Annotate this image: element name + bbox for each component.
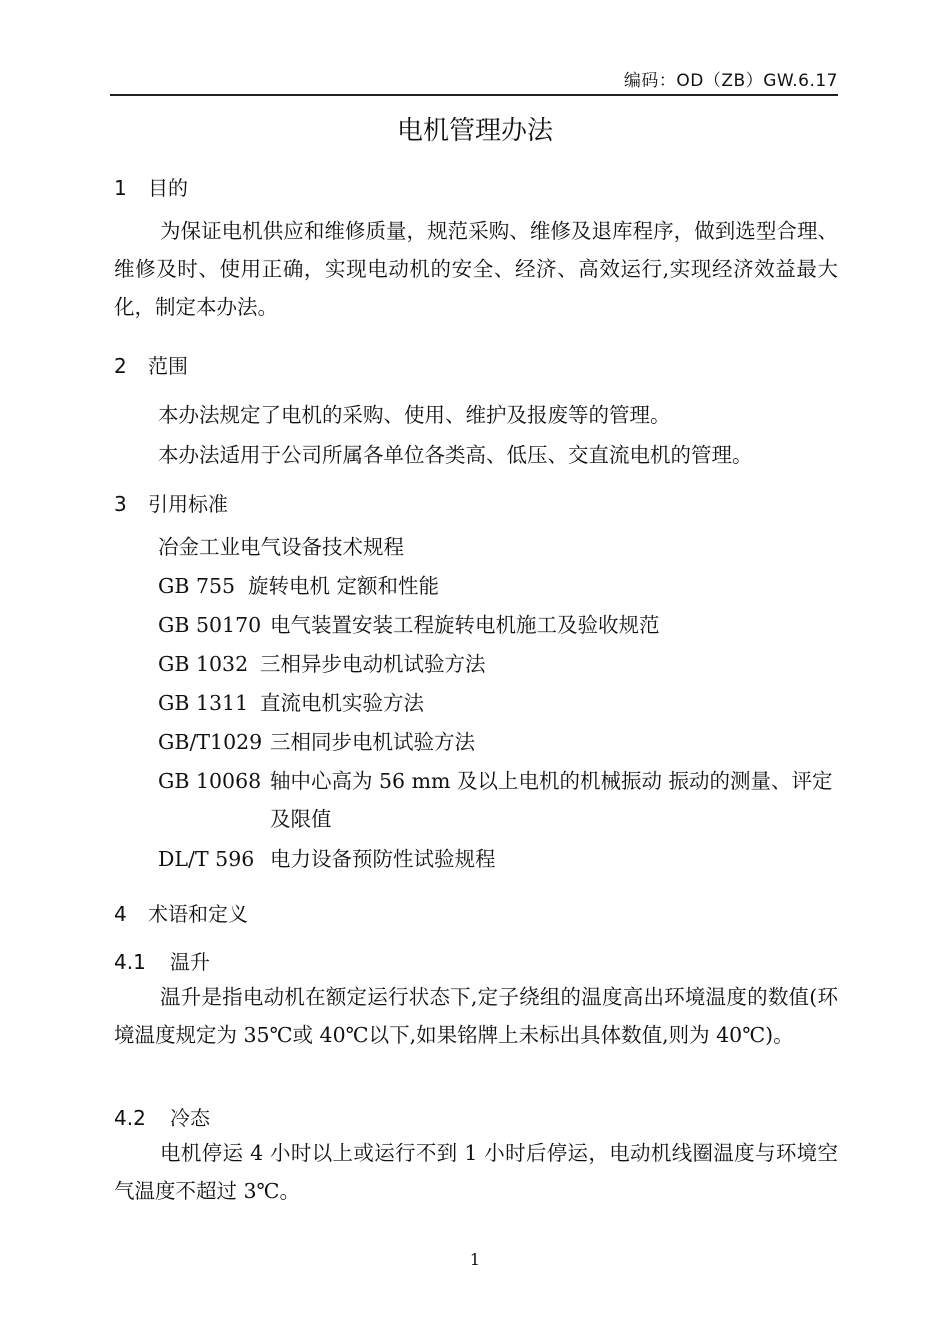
section-number: 4 — [114, 902, 127, 926]
section-1-paragraph: 为保证电机供应和维修质量，规范采购、维修及退库程序，做到选型合理、维修及时、使用正确，实现电动机的安全、经济、高效运行,实现经济效益最大化，制定本办法。 — [114, 219, 838, 319]
section-4-2-paragraph: 电机停运 4 小时以上或运行不到 1 小时后停运，电动机线圈温度与环境空气温度不超过 3℃。 — [114, 1141, 838, 1203]
page-number: 1 — [469, 1250, 481, 1269]
section-number: 3 — [114, 492, 127, 516]
standard-code: GB 50170 — [158, 613, 262, 637]
section-4-1-heading — [114, 946, 210, 975]
section-3-heading — [114, 488, 228, 517]
section-1-heading — [114, 172, 188, 201]
section-title: 冷态 — [170, 1106, 210, 1130]
standard-name: 旋转电机 定额和性能 — [248, 574, 440, 598]
document-code: 编码：OD（ZB）GW.6.17 — [623, 71, 838, 91]
section-number: 1 — [114, 176, 127, 200]
standard-item — [158, 840, 496, 878]
standard-item — [158, 723, 475, 761]
standard-item — [158, 684, 424, 722]
standard-name: 冶金工业电气设备技术规程 — [158, 535, 404, 559]
standard-name-wrapped: 轴中心高为 56 mm 及以上电机的机械振动 振动的测量、评定及限值 — [270, 769, 833, 831]
section-number: 2 — [114, 354, 127, 378]
standard-code: GB 1311 — [158, 691, 249, 715]
section-2-heading — [114, 350, 188, 379]
standard-name: 电力设备预防性试验规程 — [270, 847, 496, 871]
standard-item — [158, 606, 660, 644]
section-4-2-heading — [114, 1102, 210, 1131]
section-2-line-1: 本办法规定了电机的采购、使用、维护及报废等的管理。 — [158, 403, 671, 427]
section-title: 范围 — [148, 354, 188, 378]
standard-code: DL/T 596 — [158, 847, 255, 871]
section-title: 引用标准 — [148, 492, 228, 516]
standard-code: GB/T1029 — [158, 730, 263, 754]
standard-name: 电气装置安装工程旋转电机施工及验收规范 — [270, 613, 660, 637]
section-4-heading — [114, 898, 248, 927]
standard-name: 三相异步电动机试验方法 — [260, 652, 486, 676]
section-title: 目的 — [148, 176, 188, 200]
standard-code: GB 10068 — [158, 769, 262, 793]
standard-code-item — [158, 762, 261, 800]
document-title: 电机管理办法 — [396, 116, 553, 146]
standard-item — [158, 567, 439, 605]
standard-item — [158, 528, 404, 566]
section-title: 温升 — [170, 950, 210, 974]
section-title: 术语和定义 — [148, 902, 248, 926]
standard-name: 直流电机实验方法 — [260, 691, 424, 715]
section-number: 4.1 — [114, 950, 146, 974]
header-rule — [110, 94, 838, 96]
section-2-line-2: 本办法适用于公司所属各单位各类高、低压、交直流电机的管理。 — [158, 443, 753, 467]
section-4-1-paragraph: 温升是指电动机在额定运行状态下,定子绕组的温度高出环境温度的数值(环境温度规定为 35℃或 40℃以下,如果铭牌上未标出具体数值,则为 40℃)。 — [114, 985, 838, 1047]
standard-code: GB 755 — [158, 574, 236, 598]
standard-code: GB 1032 — [158, 652, 249, 676]
standard-name: 三相同步电机试验方法 — [270, 730, 475, 754]
section-number: 4.2 — [114, 1106, 146, 1130]
standard-item — [158, 645, 486, 683]
